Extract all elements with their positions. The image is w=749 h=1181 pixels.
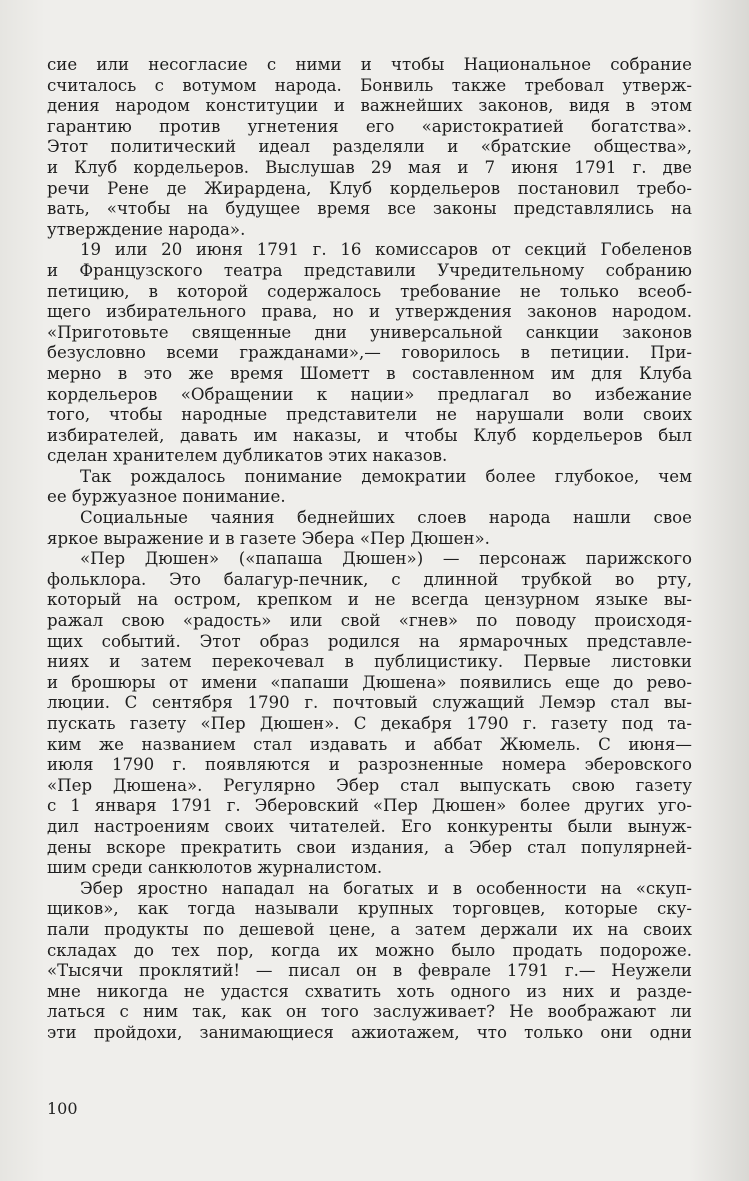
paragraph (47, 467, 692, 508)
text-line: щиков», как тогда называли крупных торговцев, которые ску- (47, 899, 692, 919)
text-line: ее буржуазное понимание. (47, 487, 286, 507)
text-line: дения народом конституции и важнейших законов, видя в этом (47, 96, 692, 116)
text-line: мерно в это же время Шометт в составленном им для Клуба (47, 363, 692, 383)
text-line: сие или несогласие с ними и чтобы Национальное собрание (47, 55, 692, 74)
text-line: который на остром, крепком и не всегда цензурном языке вы- (47, 590, 692, 610)
text-line: безусловно всеми гражданами»,— говорилось в петиции. При- (47, 343, 692, 363)
text-line: кордельеров «Обращении к нации» предлагал во избежание (47, 384, 692, 404)
text-line: щих событий. Этот образ родился на ярмарочных представле- (47, 631, 692, 651)
text-line: Этот политический идеал разделяли и «братские общества», (47, 137, 692, 157)
text-line: 19 или 20 июня 1791 г. 16 комиссаров от секций Гобеленов (80, 240, 692, 260)
text-line: люции. С сентября 1790 г. почтовый служащий Лемэр стал вы- (47, 693, 692, 713)
paragraph (47, 879, 692, 1044)
text-line: пали продукты по дешевой цене, а затем держали их на своих (47, 919, 692, 939)
text-line: шим среди санкюлотов журналистом. (47, 858, 383, 878)
text-line: ниях и затем перекочевал в публицистику. Первые листовки (47, 652, 692, 672)
text-line: сделан хранителем дубликатов этих наказов. (47, 446, 448, 466)
text-line: латься с ним так, как он того заслуживает? Не воображают ли (47, 1002, 692, 1022)
text-line: Эбер яростно нападал на богатых и в особенности на «скуп- (80, 878, 692, 898)
body-text (47, 55, 692, 1044)
text-line: «Пер Дюшена». Регулярно Эбер стал выпускать свою газету (47, 775, 692, 795)
paragraph (47, 549, 692, 879)
text-line: пускать газету «Пер Дюшен». С декабря 1790 г. газету под та- (47, 714, 692, 733)
text-line: дил настроениям своих читателей. Его конкуренты были вынуж- (47, 816, 692, 836)
paragraph (47, 508, 692, 549)
text-line: речи Рене де Жирардена, Клуб кордельеров постановил требо- (47, 178, 692, 198)
text-line: того, чтобы народные представители не нарушали воли своих (47, 405, 692, 425)
text-line: избирателей, давать им наказы, и чтобы Клуб кордельеров был (47, 425, 692, 445)
text-line: «Тысячи проклятий! — писал он в феврале 1791 г.— Неужели (47, 961, 692, 981)
text-line: Социальные чаяния беднейших слоев народа нашли свое (80, 508, 692, 528)
text-line: и Французского театра представили Учредительному собранию (47, 260, 692, 280)
text-line: складах до тех пор, когда их можно было продать подороже. (47, 940, 692, 960)
text-line: считалось с вотумом народа. Бонвиль также требовал утверж- (47, 75, 692, 95)
text-line: фольклора. Это балагур-печник, с длинной трубкой во рту, (47, 569, 692, 589)
text-line: «Приготовьте священные дни универсальной санкции законов (47, 322, 692, 342)
text-line: с 1 января 1791 г. Эберовский «Пер Дюшен» более других уго- (47, 796, 692, 816)
text-line: ражал свою «радость» или свой «гнев» по поводу происходя- (47, 611, 692, 631)
text-line: Так рождалось понимание демократии более глубокое, чем (80, 466, 692, 486)
paragraph (47, 240, 692, 467)
text-line: и Клуб кордельеров. Выслушав 29 мая и 7 июня 1791 г. две (47, 157, 692, 177)
text-line: ким же названием стал издавать и аббат Жюмель. С июня— (47, 734, 692, 754)
text-line: эти пройдохи, занимающиеся ажиотажем, что только они одни (47, 1022, 692, 1042)
text-line: петицию, в которой содержалось требование не только всеоб- (47, 281, 692, 301)
page-number: 100 (47, 1099, 78, 1118)
text-line: и брошюры от имени «папаши Дюшена» появились еще до рево- (47, 672, 692, 692)
text-line: яркое выражение и в газете Эбера «Пер Дюшен». (47, 528, 490, 548)
text-line: вать, «чтобы на будущее время все законы представлялись на (47, 199, 692, 219)
text-line: мне никогда не удастся схватить хоть одного из них и разде- (47, 981, 692, 1001)
text-line: щего избирательного права, но и утверждения законов народом. (47, 302, 692, 322)
paragraph (47, 55, 692, 240)
text-line: дены вскоре прекратить свои издания, а Эбер стал популярней- (47, 837, 692, 857)
text-line: июля 1790 г. появляются и разрозненные номера эберовского (47, 755, 692, 775)
text-line: гарантию против угнетения его «аристократией богатства». (47, 116, 692, 136)
text-line: утверждение народа». (47, 219, 246, 239)
text-line: «Пер Дюшен» («папаша Дюшен») — персонаж парижского (80, 549, 692, 569)
